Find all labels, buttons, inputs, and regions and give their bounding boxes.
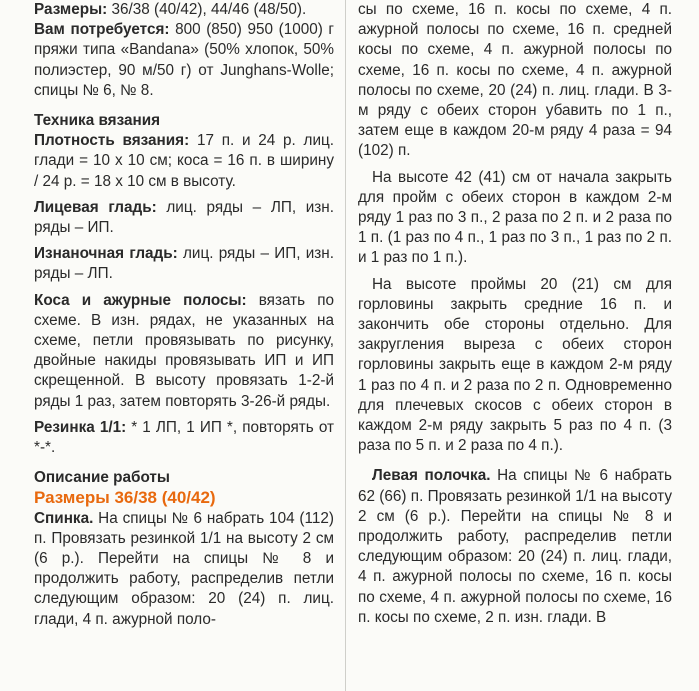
column-divider (345, 0, 346, 691)
sizes-label: Размеры: (34, 1, 108, 18)
back-value: На спицы № 6 набрать 104 (112) п. Провязать резинкой 1/1 на высоту 2 см (6 р.). Перейти на спицы № 8 и продолжить работу, распределив петли следующим образом: 20 (24) п. лиц. глади, 4 п. ажурной поло- (34, 509, 334, 628)
cable-value: вязать по схеме. В изн. рядах, не указанных на схеме, петли провязывать по рисунку, двойные накиды провязывать ИП и ИП скрещенной. В высоту провязать 1-2-й ряды 1 раз, затем повторять 3-26-й ряды. (34, 291, 334, 410)
materials-paragraph (34, 20, 334, 101)
sizes-value: 36/38 (40/42), 44/46 (48/50). (107, 1, 307, 18)
left-front-label: Левая полочка. (372, 467, 491, 485)
materials-value: 800 (850) 950 (1000) г пряжи типа «Bandana» (50% хлопок, 50% полиэстер, 90 м/50 г) от Junghans-Wolle; спицы № 6, № 8. (34, 21, 334, 99)
reverse-stockinette-label: Изнаночная гладь: (34, 245, 178, 263)
reverse-stockinette-value: лиц. ряды – ИП, изн. ряды – ЛП. (34, 245, 334, 283)
rib-label: Резинка 1/1: (34, 418, 127, 436)
density-paragraph (34, 131, 334, 192)
materials-label: Вам потребуется: (34, 21, 170, 39)
back-continuation-paragraph: сы по схеме, 16 п. косы по схеме, 4 п. ажурной полосы по схеме, 16 п. средней косы по схеме, 4 п. ажурной полосы по схеме, 16 п. косы по схеме, 4 п. ажурной полосы по схеме, 20 (24) п. лиц. глади. В 3-м ряду с обеих сторон убавить по 1 п., затем еще в каждом 20-м ряду 4 раза = 94 (102) п. (358, 1, 672, 160)
rib-paragraph (34, 418, 334, 458)
reverse-stockinette-paragraph (34, 244, 334, 284)
stockinette-label: Лицевая гладь: (34, 198, 157, 216)
left-front-paragraph (358, 466, 672, 628)
cable-label: Коса и ажурные полосы: (34, 291, 247, 309)
stockinette-paragraph (34, 198, 334, 238)
right-column (358, 0, 672, 628)
armhole-paragraph: На высоте 42 (41) см от начала закрыть для пройм с обеих сторон в каждом 2-м ряду 1 раз по 3 п., 2 раза по 2 п. и 2 раза по 1 п. (1 раз по 4 п., 1 раз по 3 п., 1 раз по 2 п. и 1 раз по 1 п.). (358, 168, 672, 267)
density-value: 17 п. и 24 р. лиц. глади = 10 х 10 см; коса = 16 п. в ширину / 24 р. = 18 х 10 см в высоту. (34, 132, 334, 190)
work-heading: Описание работы (34, 469, 170, 487)
technique-heading: Техника вязания (34, 112, 161, 130)
rib-value: * 1 ЛП, 1 ИП *, повторять от *-*. (34, 418, 334, 457)
sizes-paragraph (34, 0, 334, 20)
sizes-highlight: Размеры 36/38 (40/42) (34, 488, 216, 508)
density-label: Плотность вязания: (34, 132, 190, 150)
stockinette-value: лиц. ряды – ЛП, изн. ряды – ИП. (34, 198, 334, 237)
back-label: Спинка. (34, 509, 94, 527)
left-column (34, 0, 334, 630)
cable-paragraph (34, 291, 334, 412)
left-front-value: На спицы № 6 набрать 62 (66) п. Провязать резинкой 1/1 на высоту 2 см (6 р.). Перейти на спицы № 8 и продолжить работу, распределив петли следующим образом: 20 (24) п. лиц. глади, 4 п. ажурной полосы по схеме, 16 п. косы по схеме, 4 п. ажурной полосы по схеме, 16 п. косы по схеме, 2 п. изн. глади. В (358, 467, 672, 626)
back-paragraph (34, 509, 334, 630)
neckline-paragraph: На высоте проймы 20 (21) см для горловины закрыть средние 16 п. и закончить обе стороны отдельно. Для закругления выреза с обеих сторон горловины закрыть еще в каждом 2-м ряду 1 раз по 4 п. и 2 раза по 2 п. Одновременно для плечевых скосов с обеих сторон в каждом 2-м ряду закрыть 5 раз по 4 п. (3 раза по 5 п. и 2 раза по 4 п.). (358, 275, 672, 455)
